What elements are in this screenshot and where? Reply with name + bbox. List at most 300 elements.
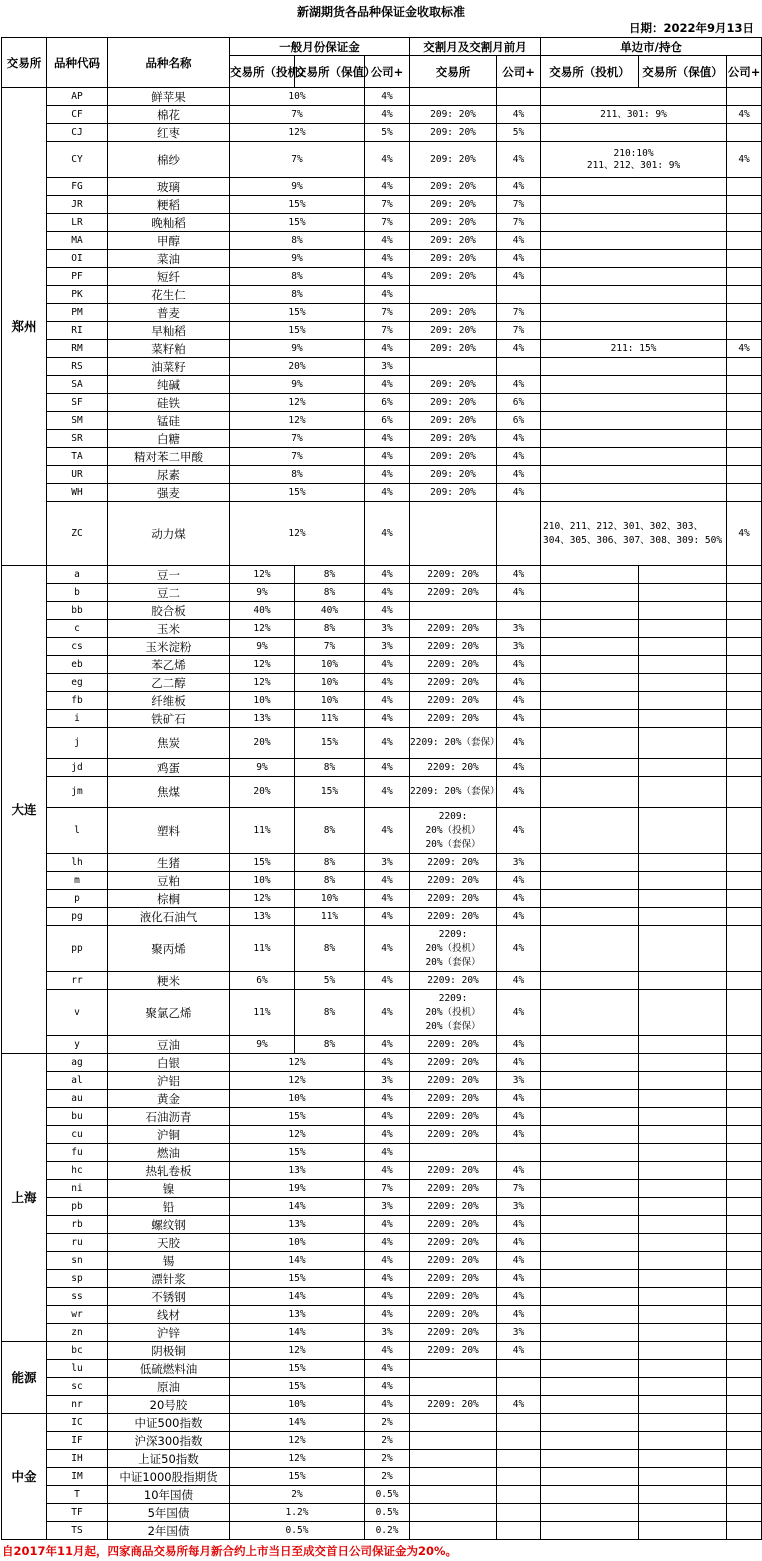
delivery-plus-cell [497,1504,541,1522]
header-del-exchange: 交易所 [410,56,497,88]
delivery-margin-cell: 2209: 20% [410,1216,497,1234]
general-margin-cell: 8% [230,268,365,286]
company-plus-cell: 2% [365,1468,410,1486]
delivery-plus-cell: 4% [497,142,541,178]
delivery-margin-cell: 2209: 20% [410,638,497,656]
name-cell: 晚籼稻 [108,214,230,232]
name-cell: 菜油 [108,250,230,268]
company-plus-cell: 4% [365,286,410,304]
unilateral-hedge-cell [639,1234,727,1252]
unilateral-margin-cell [541,178,727,196]
code-cell: CY [47,142,108,178]
unilateral-hedge-cell [639,1360,727,1378]
unilateral-hedge-cell [639,1054,727,1072]
company-plus-cell: 4% [365,656,410,674]
company-plus-cell: 4% [365,1054,410,1072]
unilateral-margin-cell [541,376,727,394]
table-row [2,656,762,674]
name-cell: 油菜籽 [108,358,230,376]
table-row [2,759,762,777]
unilateral-plus-cell [727,1234,762,1252]
company-plus-cell: 4% [365,178,410,196]
general-margin-cell: 15% [230,196,365,214]
delivery-plus-cell: 7% [497,214,541,232]
unilateral-plus-cell [727,854,762,872]
general-margin-cell: 1.2% [230,1504,365,1522]
general-margin-cell: 14% [230,1252,365,1270]
unilateral-plus-cell [727,972,762,990]
unilateral-plus-cell [727,1288,762,1306]
delivery-margin-cell [410,1378,497,1396]
unilateral-spec-cell [541,1504,639,1522]
company-plus-cell: 6% [365,412,410,430]
table-row [2,466,762,484]
delivery-margin-cell [410,1486,497,1504]
unilateral-plus-cell [727,1270,762,1288]
unilateral-plus-cell [727,196,762,214]
delivery-margin-cell [410,1450,497,1468]
company-plus-cell: 4% [365,1036,410,1054]
name-cell: 2年国债 [108,1522,230,1540]
table-row [2,1270,762,1288]
unilateral-hedge-cell [639,926,727,972]
table-row [2,376,762,394]
delivery-margin-cell: 2209: 20%（投机） 20%（套保） [410,990,497,1036]
delivery-margin-cell [410,1432,497,1450]
name-cell: 玻璃 [108,178,230,196]
unilateral-spec-cell [541,1234,639,1252]
name-cell: 石油沥青 [108,1108,230,1126]
unilateral-spec-cell [541,710,639,728]
company-plus-cell: 4% [365,1144,410,1162]
unilateral-hedge-cell [639,1324,727,1342]
general-margin-cell: 13% [230,1216,365,1234]
general-margin-cell: 9% [230,376,365,394]
code-cell: lu [47,1360,108,1378]
unilateral-margin-cell [541,196,727,214]
unilateral-plus-cell: 4% [727,502,762,566]
general-margin-cell: 15% [230,1270,365,1288]
unilateral-plus-cell [727,656,762,674]
unilateral-plus-cell [727,1504,762,1522]
unilateral-plus-cell [727,394,762,412]
unilateral-plus-cell [727,1396,762,1414]
name-cell: 短纤 [108,268,230,286]
delivery-margin-cell [410,358,497,376]
name-cell: 强麦 [108,484,230,502]
unilateral-plus-cell: 4% [727,340,762,358]
unilateral-hedge-cell [639,584,727,602]
delivery-plus-cell: 4% [497,908,541,926]
delivery-margin-cell [410,602,497,620]
spec-margin-cell: 40% [230,602,295,620]
spec-margin-cell: 9% [230,584,295,602]
name-cell: 黄金 [108,1090,230,1108]
name-cell: 红枣 [108,124,230,142]
header-ex-hedge: 交易所（保值） [295,56,365,88]
header-company-plus: 公司+ [365,56,410,88]
delivery-plus-cell: 4% [497,1162,541,1180]
code-cell: cu [47,1126,108,1144]
delivery-plus-cell: 4% [497,566,541,584]
unilateral-plus-cell [727,908,762,926]
unilateral-plus-cell [727,358,762,376]
company-plus-cell: 4% [365,972,410,990]
delivery-plus-cell [497,1378,541,1396]
unilateral-plus-cell [727,1414,762,1432]
unilateral-spec-cell [541,854,639,872]
delivery-plus-cell: 4% [497,1270,541,1288]
unilateral-spec-cell [541,620,639,638]
name-cell: 豆一 [108,566,230,584]
delivery-margin-cell [410,88,497,106]
unilateral-spec-cell [541,777,639,808]
hedge-margin-cell: 11% [295,908,365,926]
delivery-plus-cell: 3% [497,1072,541,1090]
delivery-plus-cell: 4% [497,106,541,124]
unilateral-plus-cell [727,584,762,602]
spec-margin-cell: 11% [230,990,295,1036]
delivery-plus-cell: 4% [497,430,541,448]
delivery-plus-cell: 4% [497,1342,541,1360]
delivery-margin-cell [410,502,497,566]
table-row [2,1360,762,1378]
unilateral-plus-cell [727,728,762,759]
unilateral-plus-cell: 4% [727,142,762,178]
unilateral-spec-cell [541,1450,639,1468]
delivery-plus-cell: 4% [497,990,541,1036]
table-row [2,394,762,412]
table-row [2,1144,762,1162]
code-cell: p [47,890,108,908]
general-margin-cell: 10% [230,1396,365,1414]
company-plus-cell: 4% [365,1270,410,1288]
general-margin-cell: 15% [230,304,365,322]
general-margin-cell: 15% [230,1360,365,1378]
company-plus-cell: 4% [365,466,410,484]
name-cell: 20号胶 [108,1396,230,1414]
unilateral-hedge-cell [639,1126,727,1144]
table-row [2,1486,762,1504]
delivery-margin-cell [410,1360,497,1378]
unilateral-plus-cell [727,1144,762,1162]
code-cell: nr [47,1396,108,1414]
spec-margin-cell: 13% [230,908,295,926]
name-cell: 玉米 [108,620,230,638]
table-row [2,620,762,638]
company-plus-cell: 3% [365,1072,410,1090]
unilateral-plus-cell [727,890,762,908]
table-row [2,926,762,972]
table-row [2,178,762,196]
name-cell: 沪深300指数 [108,1432,230,1450]
unilateral-spec-cell [541,602,639,620]
company-plus-cell: 4% [365,990,410,1036]
name-cell: 纤维板 [108,692,230,710]
unilateral-plus-cell: 4% [727,106,762,124]
unilateral-spec-cell [541,1468,639,1486]
delivery-margin-cell: 2209: 20% [410,1252,497,1270]
unilateral-hedge-cell [639,1090,727,1108]
company-plus-cell: 0.5% [365,1504,410,1522]
delivery-margin-cell: 2209: 20% [410,908,497,926]
company-plus-cell: 6% [365,394,410,412]
table-row [2,1162,762,1180]
delivery-margin-cell: 2209: 20% [410,692,497,710]
delivery-plus-cell: 4% [497,1090,541,1108]
hedge-margin-cell: 8% [295,759,365,777]
table-row [2,1504,762,1522]
unilateral-hedge-cell [639,1288,727,1306]
delivery-margin-cell: 2209: 20% [410,1342,497,1360]
general-margin-cell: 2% [230,1486,365,1504]
table-row [2,448,762,466]
footnote: 自2017年11月起，四家商品交易所每月新合约上市当日至成交首日公司保证金为20%。 [2,1544,458,1558]
document-title: 新湖期货各品种保证金收取标准 [296,5,465,19]
unilateral-hedge-cell [639,1162,727,1180]
company-plus-cell: 0.2% [365,1522,410,1540]
delivery-plus-cell: 4% [497,268,541,286]
company-plus-cell: 7% [365,322,410,340]
header-code: 品种代码 [47,38,108,88]
unilateral-spec-cell [541,1396,639,1414]
delivery-plus-cell: 4% [497,777,541,808]
name-cell: 上证50指数 [108,1450,230,1468]
delivery-margin-cell: 2209: 20% [410,1324,497,1342]
unilateral-plus-cell [727,602,762,620]
code-cell: IF [47,1432,108,1450]
name-cell: 花生仁 [108,286,230,304]
code-cell: ZC [47,502,108,566]
unilateral-plus-cell [727,1360,762,1378]
name-cell: 不锈钢 [108,1288,230,1306]
table-row [2,1450,762,1468]
unilateral-margin-cell [541,250,727,268]
company-plus-cell: 5% [365,124,410,142]
name-cell: 胶合板 [108,602,230,620]
general-margin-cell: 8% [230,286,365,304]
delivery-plus-cell: 4% [497,656,541,674]
company-plus-cell: 4% [365,1216,410,1234]
unilateral-hedge-cell [639,1270,727,1288]
unilateral-hedge-cell [639,1504,727,1522]
unilateral-hedge-cell [639,710,727,728]
name-cell: 棉花 [108,106,230,124]
delivery-margin-cell: 209: 20% [410,142,497,178]
code-cell: cs [47,638,108,656]
delivery-plus-cell: 4% [497,484,541,502]
exchange-cell: 郑州 [2,88,47,566]
header-general-group: 一般月份保证金 [230,38,410,56]
name-cell: 乙二醇 [108,674,230,692]
unilateral-spec-cell [541,674,639,692]
unilateral-margin-cell [541,286,727,304]
code-cell: zn [47,1324,108,1342]
delivery-margin-cell [410,1414,497,1432]
company-plus-cell: 4% [365,1342,410,1360]
unilateral-margin-cell [541,304,727,322]
spec-margin-cell: 9% [230,759,295,777]
unilateral-plus-cell [727,1198,762,1216]
code-cell: c [47,620,108,638]
unilateral-plus-cell [727,926,762,972]
code-cell: RI [47,322,108,340]
delivery-plus-cell: 6% [497,394,541,412]
code-cell: y [47,1036,108,1054]
company-plus-cell: 4% [365,759,410,777]
general-margin-cell: 12% [230,1054,365,1072]
company-plus-cell: 3% [365,1198,410,1216]
delivery-plus-cell [497,286,541,304]
delivery-plus-cell: 4% [497,1288,541,1306]
delivery-plus-cell: 4% [497,466,541,484]
delivery-margin-cell: 2209: 20% [410,1396,497,1414]
delivery-margin-cell: 2209: 20% [410,1180,497,1198]
delivery-plus-cell [497,1432,541,1450]
company-plus-cell: 4% [365,430,410,448]
delivery-margin-cell [410,1144,497,1162]
company-plus-cell: 0.5% [365,1486,410,1504]
table-row [2,1054,762,1072]
unilateral-margin-cell [541,88,727,106]
delivery-margin-cell: 209: 20% [410,340,497,358]
code-cell: SF [47,394,108,412]
name-cell: 铅 [108,1198,230,1216]
general-margin-cell: 8% [230,232,365,250]
delivery-plus-cell: 4% [497,1036,541,1054]
delivery-margin-cell: 2209: 20% [410,854,497,872]
delivery-plus-cell: 4% [497,250,541,268]
spec-margin-cell: 11% [230,926,295,972]
unilateral-spec-cell [541,728,639,759]
company-plus-cell: 3% [365,620,410,638]
hedge-margin-cell: 8% [295,854,365,872]
name-cell: 锰硅 [108,412,230,430]
unilateral-margin-cell [541,484,727,502]
company-plus-cell: 4% [365,908,410,926]
company-plus-cell: 2% [365,1432,410,1450]
delivery-margin-cell: 209: 20% [410,304,497,322]
delivery-margin-cell [410,1468,497,1486]
unilateral-plus-cell [727,1450,762,1468]
delivery-plus-cell: 4% [497,972,541,990]
unilateral-plus-cell [727,232,762,250]
unilateral-plus-cell [727,566,762,584]
name-cell: 鸡蛋 [108,759,230,777]
code-cell: PF [47,268,108,286]
code-cell: jd [47,759,108,777]
code-cell: al [47,1072,108,1090]
company-plus-cell: 4% [365,340,410,358]
unilateral-spec-cell [541,1432,639,1450]
name-cell: 线材 [108,1306,230,1324]
unilateral-spec-cell [541,926,639,972]
table-row [2,484,762,502]
hedge-margin-cell: 8% [295,1036,365,1054]
code-cell: i [47,710,108,728]
header-uni-company-plus: 公司+ [727,56,762,88]
company-plus-cell: 4% [365,268,410,286]
unilateral-plus-cell [727,1072,762,1090]
name-cell: 豆二 [108,584,230,602]
general-margin-cell: 7% [230,430,365,448]
exchange-cell: 大连 [2,566,47,1054]
unilateral-margin-cell: 211: 15% [541,340,727,358]
unilateral-hedge-cell [639,1486,727,1504]
delivery-margin-cell: 2209: 20%（投机） 20%（套保） [410,808,497,854]
spec-margin-cell: 12% [230,674,295,692]
unilateral-plus-cell [727,466,762,484]
delivery-plus-cell: 4% [497,584,541,602]
company-plus-cell: 4% [365,88,410,106]
delivery-plus-cell: 4% [497,1126,541,1144]
table-row [2,430,762,448]
table-row [2,566,762,584]
table-row [2,990,762,1036]
unilateral-spec-cell [541,1090,639,1108]
company-plus-cell: 4% [365,1090,410,1108]
company-plus-cell: 4% [365,872,410,890]
unilateral-plus-cell [727,1486,762,1504]
unilateral-plus-cell [727,1252,762,1270]
unilateral-margin-cell [541,430,727,448]
unilateral-hedge-cell [639,1144,727,1162]
code-cell: sn [47,1252,108,1270]
unilateral-spec-cell [541,1198,639,1216]
unilateral-spec-cell [541,1072,639,1090]
general-margin-cell: 15% [230,1144,365,1162]
header-del-company-plus: 公司+ [497,56,541,88]
spec-margin-cell: 6% [230,972,295,990]
code-cell: SR [47,430,108,448]
name-cell: 甲醇 [108,232,230,250]
unilateral-spec-cell [541,1252,639,1270]
table-row [2,1414,762,1432]
code-cell: TS [47,1522,108,1540]
table-row [2,358,762,376]
company-plus-cell: 4% [365,448,410,466]
code-cell: bc [47,1342,108,1360]
code-cell: j [47,728,108,759]
table-row [2,908,762,926]
unilateral-hedge-cell [639,728,727,759]
unilateral-spec-cell [541,1108,639,1126]
unilateral-hedge-cell [639,1522,727,1540]
name-cell: 锡 [108,1252,230,1270]
header-exchange: 交易所 [2,38,47,88]
delivery-plus-cell [497,1486,541,1504]
code-cell: IC [47,1414,108,1432]
unilateral-spec-cell [541,1288,639,1306]
name-cell: 5年国债 [108,1504,230,1522]
delivery-margin-cell: 209: 20% [410,412,497,430]
unilateral-plus-cell [727,322,762,340]
general-margin-cell: 15% [230,1468,365,1486]
delivery-margin-cell: 2209: 20% [410,972,497,990]
unilateral-hedge-cell [639,1468,727,1486]
general-margin-cell: 12% [230,1072,365,1090]
general-margin-cell: 15% [230,214,365,232]
delivery-margin-cell: 2209: 20% [410,1072,497,1090]
delivery-plus-cell [497,1360,541,1378]
unilateral-plus-cell [727,88,762,106]
company-plus-cell: 4% [365,674,410,692]
general-margin-cell: 14% [230,1324,365,1342]
delivery-plus-cell: 7% [497,304,541,322]
name-cell: 沪锌 [108,1324,230,1342]
code-cell: bb [47,602,108,620]
general-margin-cell: 9% [230,340,365,358]
